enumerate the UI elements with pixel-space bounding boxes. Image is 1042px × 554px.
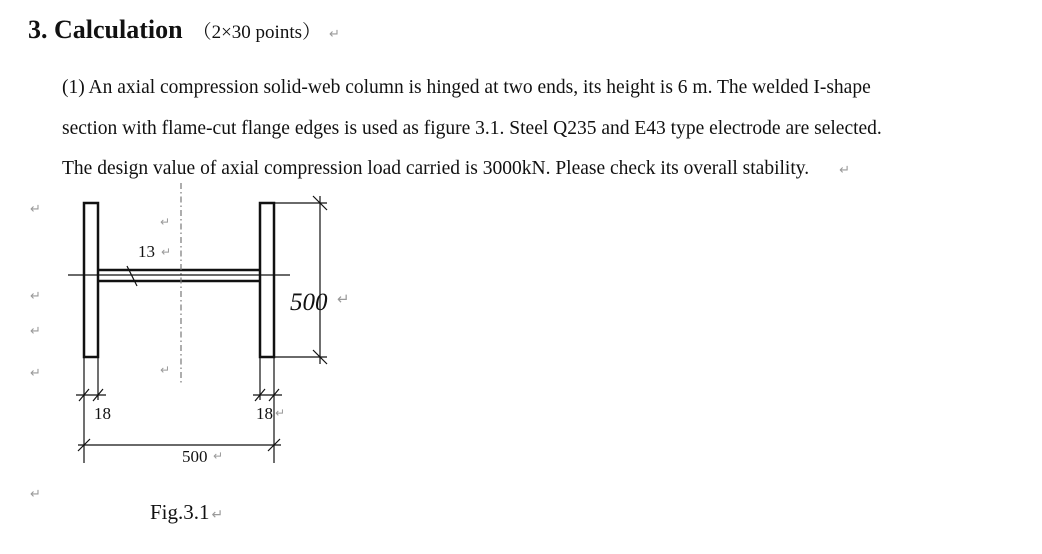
left-flange xyxy=(84,203,98,357)
paragraph-mark-icon: ↵ xyxy=(329,27,340,42)
figure-paragraph-marks xyxy=(160,215,350,463)
paragraph-mark-icon: ↵ xyxy=(211,507,224,523)
paragraph-mark-icon: ↵ xyxy=(161,245,172,259)
problem-line-2-text: section with flame-cut flange edges is used as figure 3.1. Steel Q235 and E43 type electrode are selected. xyxy=(62,117,882,139)
problem-line-1-text: (1) An axial compression solid-web column is hinged at two ends, its height is 6 m. The welded I-shape xyxy=(62,77,871,98)
section-width-label: 500 xyxy=(182,447,208,466)
web-thickness-label: 13 xyxy=(138,242,155,261)
paragraph-mark-icon: ↵ xyxy=(30,487,41,502)
right-flange xyxy=(260,203,274,357)
paragraph-mark-icon: ↵ xyxy=(30,289,41,304)
figure-caption xyxy=(150,500,223,525)
paragraph-mark-icon: ↵ xyxy=(160,215,171,229)
i-section-figure xyxy=(0,0,420,480)
paragraph-mark-icon: ↵ xyxy=(213,449,224,463)
paragraph-mark-icon: ↵ xyxy=(30,366,41,381)
paragraph-mark-icon: ↵ xyxy=(839,163,851,178)
paragraph-mark-icon: ↵ xyxy=(30,324,41,339)
problem-line-3-text: The design value of axial compression load carried is 3000kN. Please check its overall stability. xyxy=(62,158,810,179)
section-title: 3. Calculation xyxy=(28,15,183,44)
section-points: （2×30 points） xyxy=(192,22,321,43)
section-height-label: 500 xyxy=(290,289,328,316)
paragraph-mark-icon: ↵ xyxy=(275,406,286,420)
paragraph-mark-icon: ↵ xyxy=(160,363,171,377)
left-flange-thickness-label: 18 xyxy=(94,404,111,423)
figure-caption-text: Fig.3.1 xyxy=(150,500,210,524)
right-flange-thickness-label: 18 xyxy=(256,404,273,423)
i-section-outline xyxy=(84,203,274,357)
paragraph-mark-icon: ↵ xyxy=(337,290,350,308)
paragraph-mark-icon: ↵ xyxy=(30,202,41,217)
